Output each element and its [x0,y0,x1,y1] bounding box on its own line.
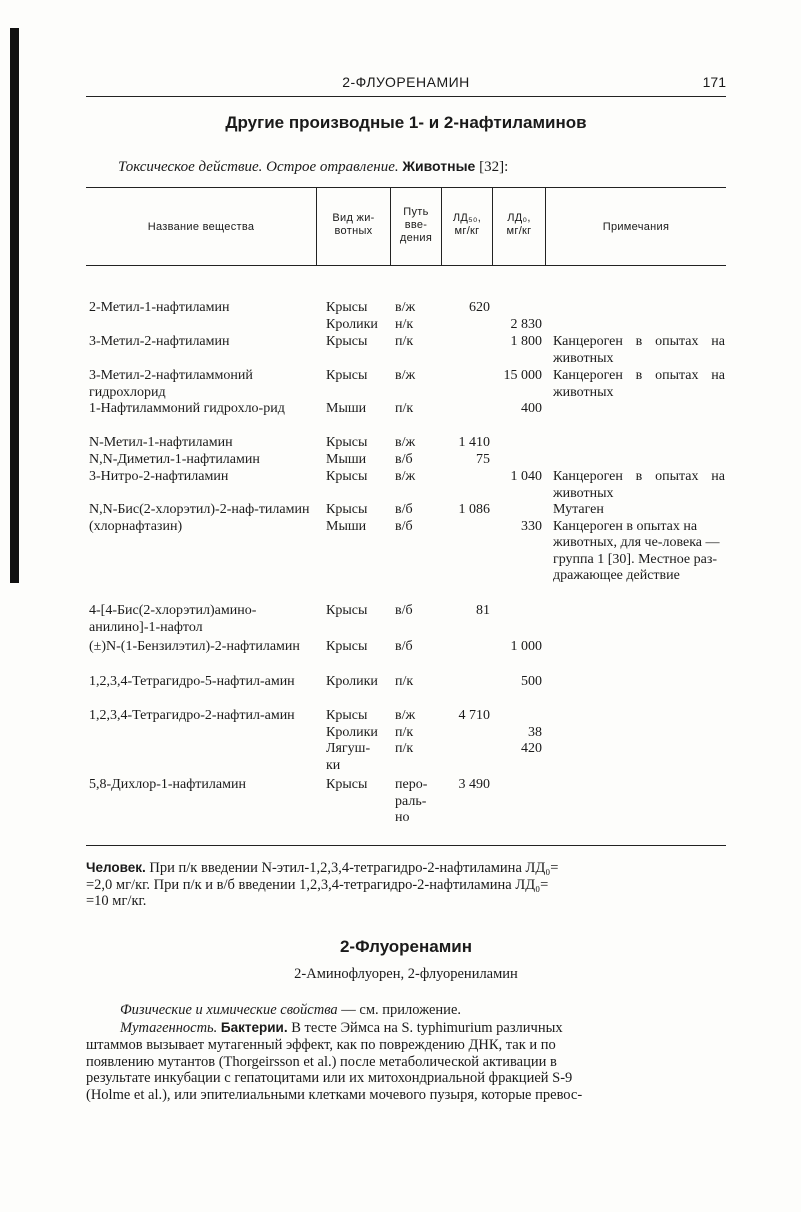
cell-route: перо- раль- но [395,777,428,825]
lead-bold: Животные [402,158,476,174]
cell-name: 3-Метил-2-нафтиламмоний гидрохлорид [89,368,253,400]
cell-route: в/ж н/к [395,300,416,332]
cell-ld0: 38 420 [521,724,542,756]
cell-route: в/ж [395,368,416,383]
table-top-rule [86,187,726,188]
table-lead [118,158,508,176]
mutagen-line: (Holme et al.), или эпителиальными клетками мочевого пузыря, которые превос- [86,1086,583,1103]
running-header [86,74,726,97]
cell-species: Крысы [326,639,368,654]
cell-species: Крысы [326,469,368,484]
cell-notes: Мутаген Канцероген в опытах на животных, для че-ловека — группа 1 [30]. Местное раз-дражающее действие [553,502,720,583]
cell-name: 2-Метил-1-нафтиламин [89,300,230,315]
cell-ld50: 1 086 [458,502,490,517]
table-header-rule [86,265,726,266]
human-text: При п/к введении N-этил-1,2,3,4-тетрагидро-2-нафтиламина ЛД₀= [149,860,559,876]
mutagen-line: штаммов вызывает мутагенный эффект, как по повреждению ДНК, так и по [86,1037,556,1053]
cell-route: п/к [395,674,414,689]
th-name: Название вещества [147,221,255,233]
physical-label: Физические и химические свойства [120,1002,338,1018]
cell-ld50: 620 [469,300,490,315]
cell-notes: Канцероген в опытах на животных [553,368,725,400]
mutagen-first-line [120,1020,725,1037]
cell-ld0: 400 [521,401,542,416]
cell-name: 1-Нафтиламмоний гидрохло-рид [89,401,285,416]
cell-ld0: 1 800 [510,334,542,349]
cell-route: в/б [395,452,413,467]
cell-route: в/ж п/к п/к [395,708,416,756]
cell-route: в/ж [395,435,416,450]
compound-synonyms: 2-Аминофлуорен, 2-флуорениламин [294,966,518,982]
binding-edge [10,28,19,583]
cell-species: Крысы [326,368,368,383]
cell-ld50: 75 [476,452,490,467]
cell-name: N,N-Бис(2-хлорэтил)-2-наф-тиламин (хлорнафтазин) [89,502,310,534]
cell-species: Крысы [326,603,368,618]
th-notes: Примечания [602,221,670,233]
cell-ld0: 1 040 [510,469,542,484]
human-text-3: =10 мг/кг. [86,893,147,909]
cell-ld0: 2 830 [510,316,542,332]
table-bottom-rule [86,845,726,846]
cell-ld0: 330 [521,518,542,534]
th-ld0: ЛД₀, мг/кг [506,212,532,237]
human-label: Человек. [86,860,146,875]
cell-name: 3-Метил-2-нафтиламин [89,334,230,349]
page-number: 171 [702,74,726,90]
mutagen-line: результате инкубации с гепатоцитами или их митохондриальной фракцией S-9 [86,1070,573,1086]
mutagen-line: появлению мутантов (Thorgeirsson et al.) после метаболической активации в [86,1053,557,1070]
cell-ld50: 4 710 [458,708,490,723]
cell-species: Кролики [326,674,378,689]
cell-species: Крысы [326,777,368,792]
cell-route: в/б [395,639,413,654]
cell-route: в/б [395,603,413,618]
physical-text: — см. приложение. [337,1002,462,1018]
cell-species: Крысы [326,334,368,349]
cell-species: Крысы [326,435,368,450]
th-ld50: ЛД₅₀, мг/кг [452,212,482,237]
cell-species: Крысы Мыши [326,502,368,534]
cell-name: N-Метил-1-нафтиламин [89,435,233,450]
th-route: Путь вве- дения [399,206,433,244]
cell-name: 4-[4-Бис(2-хлорэтил)амино-анилино]-1-нафтол [89,603,257,635]
mutagen-label: Мутагенность. [120,1020,218,1036]
lead-italic: Токсическое действие. Острое отравление. [118,159,399,175]
mutagen-text: В тесте Эймса на S. typhimurium различных [291,1020,563,1036]
cell-notes: Канцероген в опытах на животных [553,334,725,366]
cell-species: Мыши [326,452,367,467]
cell-name: N,N-Диметил-1-нафтиламин [89,452,260,467]
cell-route: п/к [395,401,414,416]
cell-name: 5,8-Дихлор-1-нафтиламин [89,777,246,792]
cell-route: п/к [395,334,414,349]
th-species: Вид жи- вотных [332,212,375,237]
cell-ld0: 15 000 [503,368,542,383]
cell-species: Крысы Кролики Лягуш- ки [326,708,378,773]
cell-species: Мыши [326,401,367,416]
cell-name: 3-Нитро-2-нафтиламин [89,469,229,484]
human-text-2: =2,0 мг/кг. При п/к и в/б введении 1,2,3,4-тетрагидро-2-нафтиламина ЛД₀= [86,876,549,893]
compound-title: 2-Флуоренамин [339,937,473,956]
mutagen-paragraph [86,1037,726,1103]
human-paragraph [86,860,726,910]
cell-route: в/ж [395,469,416,484]
physical-paragraph [120,1002,725,1019]
running-title: 2-ФЛУОРЕНАМИН [342,74,470,90]
lead-ref: [32]: [475,159,509,175]
cell-name: 1,2,3,4-Тетрагидро-5-нафтил-амин [89,674,295,689]
cell-notes: Канцероген в опытах на животных [553,469,725,501]
cell-name: (±)N-(1-Бензилэтил)-2-нафтиламин [89,639,300,654]
cell-ld50: 1 410 [458,435,490,450]
cell-ld50: 81 [476,603,490,618]
cell-name: 1,2,3,4-Тетрагидро-2-нафтил-амин [89,708,295,723]
bacteria-label: Бактерии. [220,1020,288,1035]
cell-ld50: 3 490 [458,777,490,792]
cell-route: в/б в/б [395,502,413,534]
cell-species: Крысы Кролики [326,300,378,332]
section-title: Другие производные 1- и 2-нафтиламинов [225,113,587,132]
cell-ld0: 1 000 [510,639,542,654]
cell-ld0: 500 [521,674,542,689]
